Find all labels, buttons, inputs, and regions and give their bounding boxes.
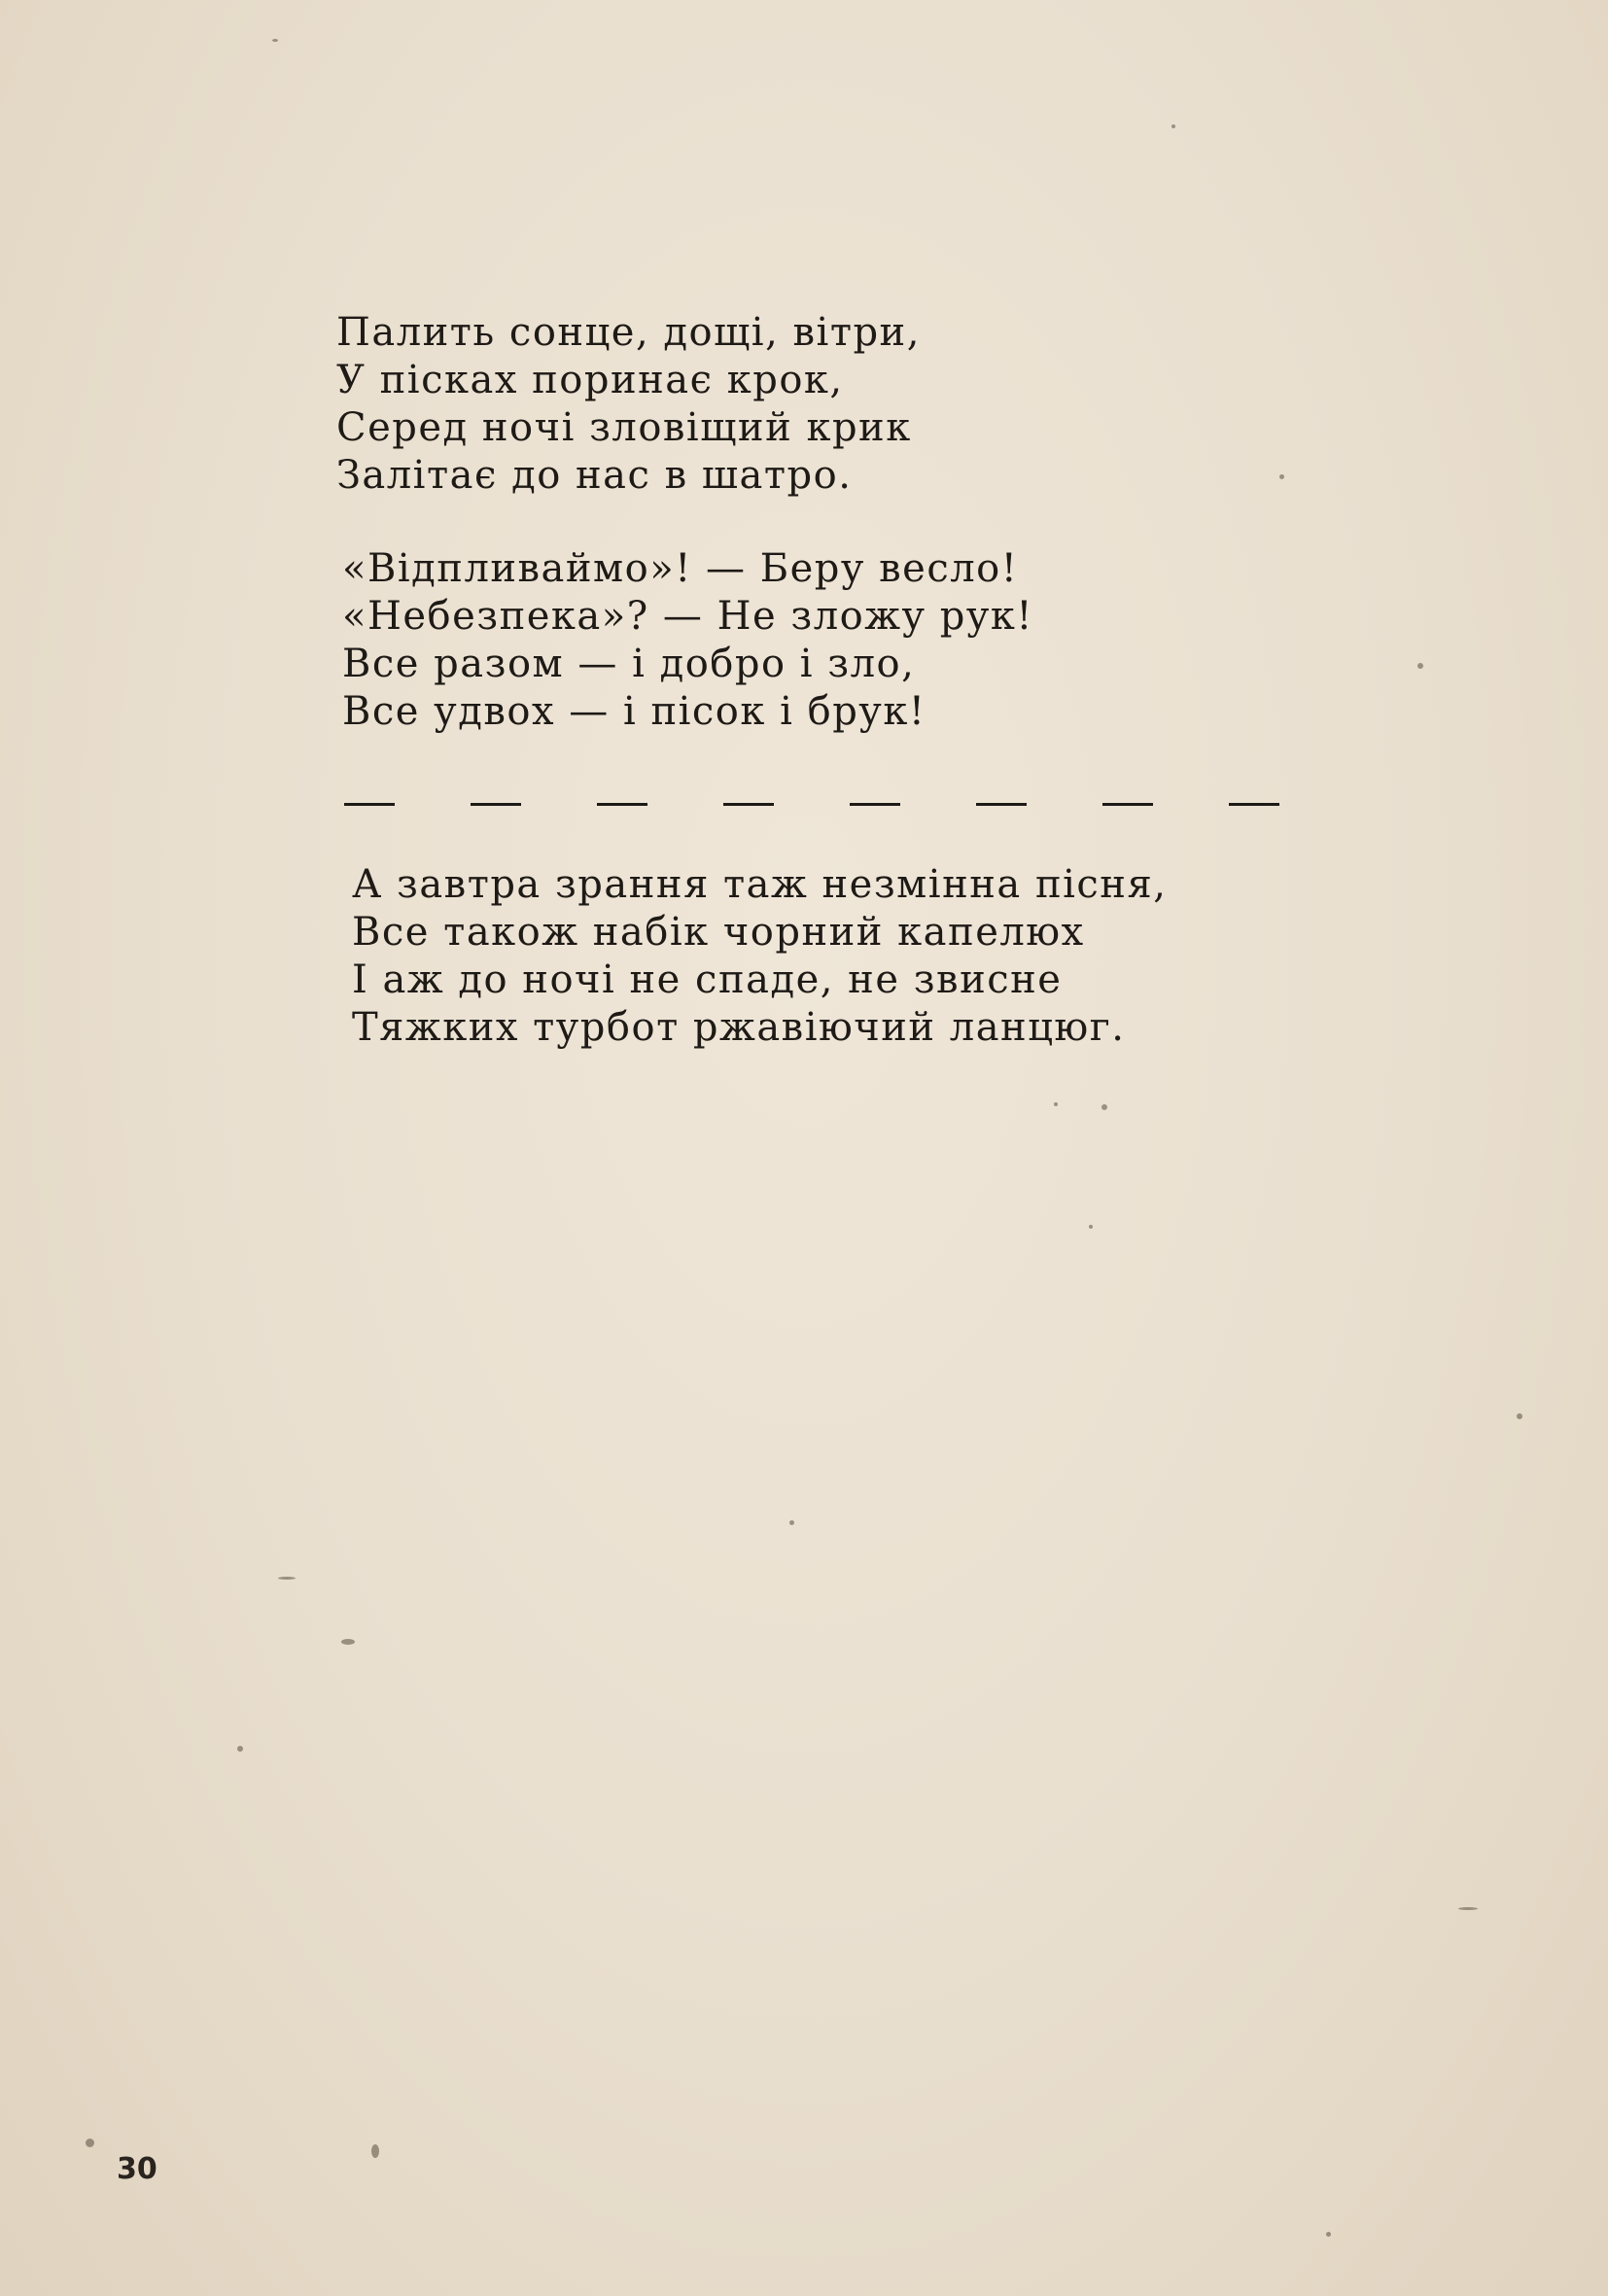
separator-dash	[976, 803, 1027, 806]
poem-line: А завтра зрання таж незмінна пісня,	[352, 862, 1168, 907]
poem-line: Тяжких турбот ржавіючий ланцюг.	[352, 1005, 1126, 1050]
poem-line: У пісках поринає крок,	[336, 358, 844, 402]
paper-speck	[1054, 1102, 1058, 1106]
paper-speck	[1326, 2232, 1331, 2237]
poem-line: «Відпливаймо»! — Беру весло!	[342, 546, 1019, 591]
paper-speck	[237, 1746, 243, 1752]
paper-speck	[1458, 1907, 1478, 1910]
separator-dash	[344, 803, 395, 806]
separator-dash	[723, 803, 774, 806]
separator-dash	[471, 803, 521, 806]
paper-speck	[1171, 124, 1175, 128]
poem-line: Палить сонце, дощі, вітри,	[336, 310, 921, 355]
paper-speck	[789, 1520, 794, 1525]
stanza-3	[352, 861, 1167, 1052]
paper-speck	[1279, 474, 1284, 479]
paper-speck	[1417, 663, 1423, 669]
poem-line: Все разом — і добро і зло,	[342, 642, 916, 686]
paper-speck	[272, 39, 278, 42]
separator-dash	[1102, 803, 1153, 806]
paper-speck	[1089, 1225, 1093, 1229]
separator-dash	[850, 803, 900, 806]
poem-line: Серед ночі зловіщий крик	[336, 405, 912, 450]
separator-dash	[597, 803, 647, 806]
paper-speck	[1517, 1413, 1522, 1419]
poem-line: «Небезпека»? — Не зложу рук!	[342, 594, 1033, 639]
paper-speck	[86, 2139, 94, 2147]
stanza-2	[342, 545, 1033, 736]
page-number: 30	[117, 2152, 157, 2186]
stanza-1	[336, 309, 921, 500]
poem-line: Залітає до нас в шатро.	[336, 453, 853, 498]
paper-speck	[278, 1577, 296, 1580]
paper-speck	[371, 2144, 379, 2158]
paper-speck	[1101, 1104, 1107, 1110]
dashed-separator	[344, 783, 1297, 822]
poem-line: І аж до ночі не спаде, не звисне	[352, 957, 1063, 1002]
paper-speck	[341, 1639, 355, 1645]
poem-line: Все удвох — і пісок і брук!	[342, 689, 926, 734]
separator-dash	[1229, 803, 1279, 806]
poem-line: Все також набік чорний капелюх	[352, 910, 1085, 955]
